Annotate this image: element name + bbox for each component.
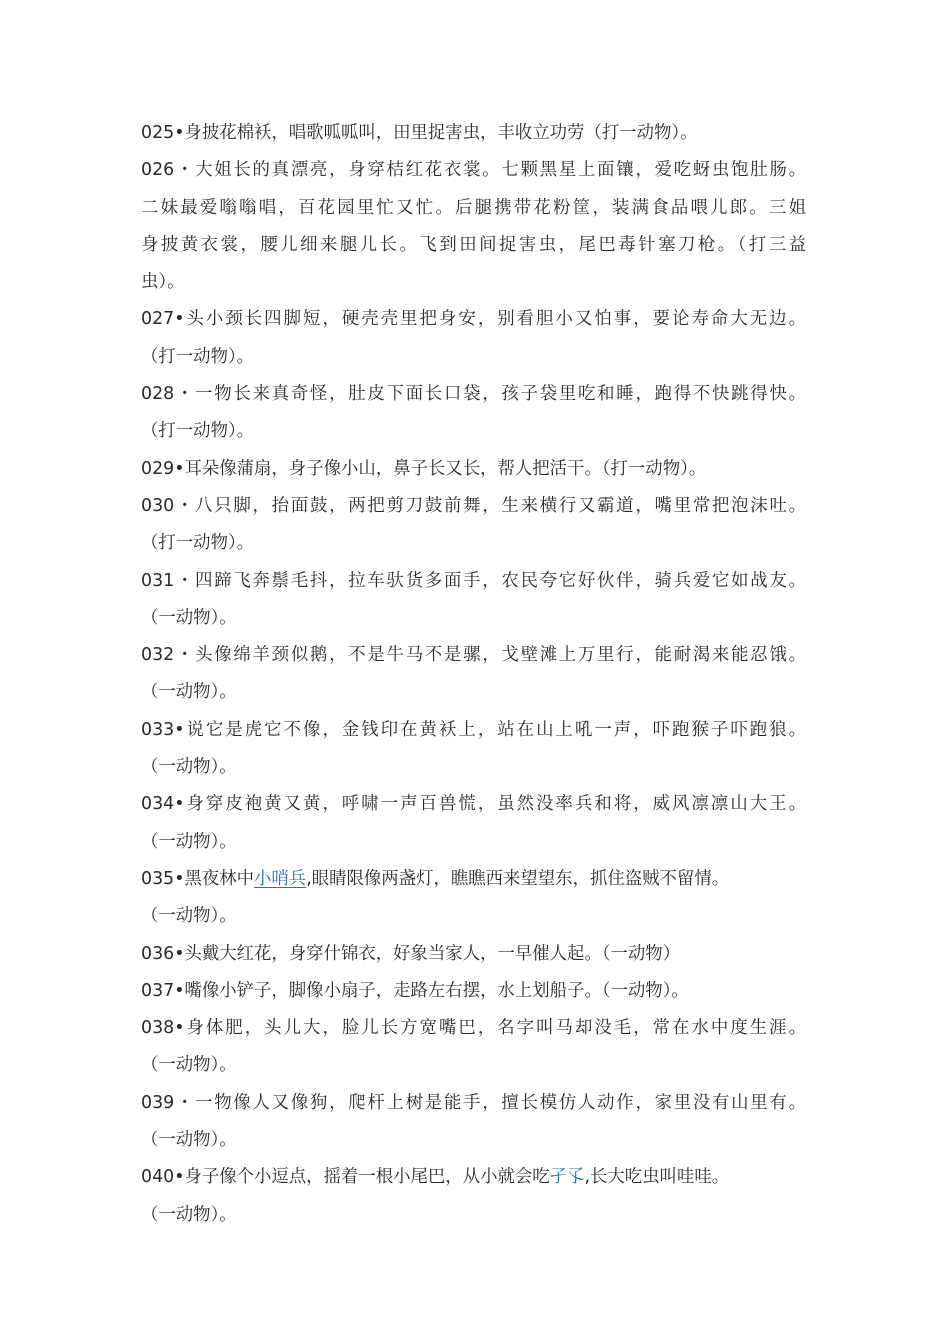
hyperlink-xiaoshaobing[interactable]: 小哨兵	[254, 868, 307, 889]
riddle-line: 032・头像绵羊颈似鹅，不是牛马不是骡，戈壁滩上万里行，能耐渴来能忍饿。	[141, 645, 806, 666]
riddle-line: （一动物）。	[141, 1055, 237, 1076]
riddle-line: （一动物）。	[141, 607, 237, 628]
riddle-line: （一动物）。	[141, 757, 237, 778]
riddle-036	[141, 936, 806, 973]
riddle-line: 虫）。	[141, 272, 185, 293]
riddle-033	[141, 712, 806, 787]
riddle-line: （一动物）。	[141, 906, 237, 927]
riddle-026	[141, 152, 806, 301]
riddle-025	[141, 115, 806, 152]
riddle-line: 026・大姐长的真漂亮，身穿桔红花衣裳。七颗黑星上面镶，爱吃蚜虫饱肚肠。	[141, 160, 806, 181]
riddle-line: 027•头小颈长四脚短，硬壳壳里把身安，别看胆小又怕事，要论寿命大无边。	[141, 309, 806, 330]
riddle-text: ,长大吃虫叫哇哇。	[584, 1167, 730, 1188]
riddle-line: 038•身体肥，头儿大，脸儿长方宽嘴巴，名字叫马却没毛，常在水中度生涯。	[141, 1018, 806, 1039]
riddle-029	[141, 451, 806, 488]
riddle-line: 025•身披花棉袄，唱歌呱呱叫，田里捉害虫，丰收立功劳（打一动物）。	[141, 123, 698, 143]
hyperlink-jiejue[interactable]: 孑孓	[549, 1167, 585, 1188]
riddle-line: 029•耳朵像蒲扇，身子像小山，鼻子长又长，帮人把活干。（打一动物）。	[141, 458, 707, 479]
riddle-line: 036•头戴大红花，身穿什锦衣，好象当家人，一早催人起。（一动物）	[141, 943, 681, 964]
riddle-text: ,眼睛限像两盏灯，瞧瞧西来望望东，抓住盗贼不留情。	[306, 868, 730, 889]
riddle-031	[141, 563, 806, 638]
riddle-line: 二妹最爱嗡嗡唱，百花园里忙又忙。后腿携带花粉筐，装满食品喂儿郎。三姐	[141, 197, 806, 218]
riddle-line	[141, 861, 806, 898]
riddle-040	[141, 1159, 806, 1234]
riddle-line: （一动物）。	[141, 831, 237, 852]
riddle-text: 035•黑夜林中	[141, 868, 255, 889]
riddle-line: 031・四蹄飞奔鬃毛抖，拉车驮货多面手，农民夸它好伙伴，骑兵爱它如战友。	[141, 570, 806, 591]
riddle-line: （打一动物）。	[141, 533, 255, 554]
riddle-032	[141, 637, 806, 712]
riddle-line: （一动物）。	[141, 1130, 237, 1151]
riddle-line: （一动物）。	[141, 1204, 237, 1225]
riddle-028	[141, 376, 806, 451]
riddle-line: （一动物）。	[141, 682, 237, 703]
riddle-039	[141, 1085, 806, 1160]
riddle-text: 040•身子像个小逗点，摇着一根小尾巴，从小就会吃	[141, 1167, 550, 1188]
riddle-038	[141, 1010, 806, 1085]
riddle-line: （打一动物）。	[141, 421, 255, 442]
riddle-line: 037•嘴像小铲子，脚像小扇子，走路左右摆，水上划船子。（一动物）。	[141, 980, 689, 1001]
riddle-034	[141, 786, 806, 861]
riddle-line: 028・一物长来真奇怪，肚皮下面长口袋，孩子袋里吃和睡，跑得不快跳得快。	[141, 384, 806, 405]
riddle-035	[141, 861, 806, 936]
riddle-line: 033•说它是虎它不像，金钱印在黄袄上，站在山上吼一声，吓跑猴子吓跑狼。	[141, 719, 806, 740]
riddle-line: （打一动物）。	[141, 346, 255, 367]
riddle-list	[141, 115, 806, 1234]
riddle-027	[141, 301, 806, 376]
riddle-line	[141, 1159, 806, 1196]
riddle-030	[141, 488, 806, 563]
riddle-line: 039・一物像人又像狗，爬杆上树是能手，擅长模仿人动作，家里没有山里有。	[141, 1092, 806, 1113]
riddle-line: 身披黄衣裳，腰儿细来腿儿长。飞到田间捉害虫，尾巴毒针塞刀枪。（打三益	[141, 234, 806, 255]
riddle-line: 030・八只脚，抬面鼓，两把剪刀鼓前舞，生来横行又霸道，嘴里常把泡沫吐。	[141, 495, 806, 516]
riddle-line: 034•身穿皮袍黄又黄，呼啸一声百兽慌，虽然没率兵和将，威风凛凛山大王。	[141, 794, 806, 815]
riddle-037	[141, 973, 806, 1010]
